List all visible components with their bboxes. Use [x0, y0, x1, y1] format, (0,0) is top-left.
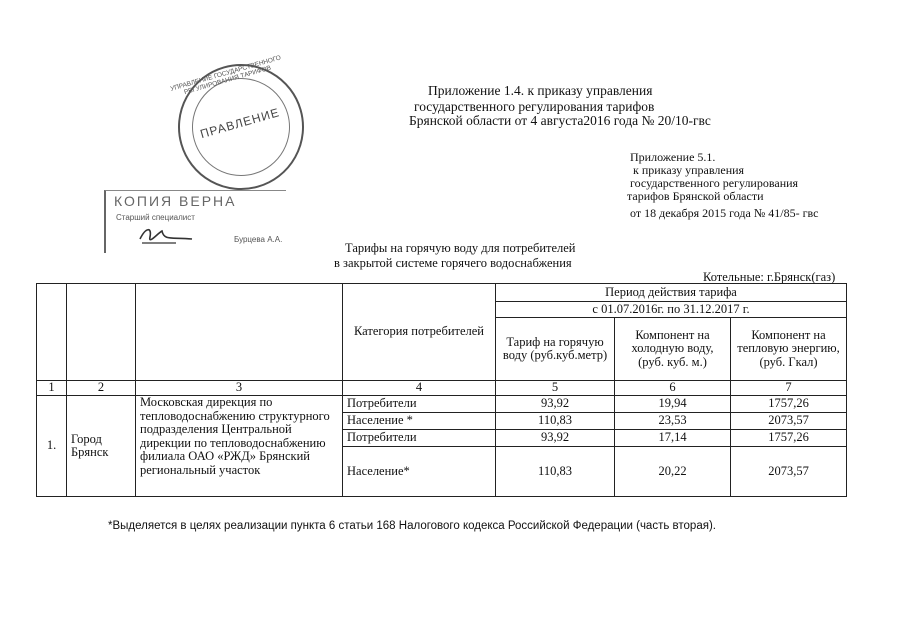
copy-stamp: [104, 190, 286, 253]
column-number-row: [37, 381, 847, 396]
column-number: 6: [615, 381, 731, 396]
copy-stamp-title: КОПИЯ ВЕРНА: [114, 193, 237, 209]
organization-cell: Московская дирекция по тепловодоснабжению структурного подразделения Центральной дирекции по тепловодоснабжению филиала ОАО «РЖД» Брянский региональный участок: [136, 396, 343, 497]
category-cell: Население*: [343, 447, 496, 497]
header-line-3: Брянской области от 4 августа2016 года № 20/10-гвс: [409, 113, 711, 128]
cold-water-cell: 17,14: [615, 430, 731, 447]
category-cell: Потребители: [343, 396, 496, 413]
header-empty-cell: [67, 284, 136, 381]
subheader-line-3: государственного регулирования: [630, 176, 799, 190]
category-header: Категория потребителей: [343, 284, 496, 381]
title-line-1: Тарифы на горячую воду для потребителей: [345, 241, 576, 255]
footnote: *Выделяется в целях реализации пункта 6 статьи 168 Налогового кодекса Российской Федерации (часть вторая).: [108, 520, 716, 532]
official-seal: [163, 49, 319, 205]
heat-energy-cell: 1757,26: [731, 396, 847, 413]
table-header-row-1: [37, 284, 847, 302]
header-empty-cell: [136, 284, 343, 381]
row-number: 1.: [37, 396, 67, 497]
header-line-2: государственного регулирования тарифов: [414, 99, 655, 114]
period-header: Период действия тарифа: [496, 284, 847, 302]
cold-water-col-header: Компонент на холодную воду, (руб. куб. м.): [615, 318, 731, 381]
category-cell: Потребители: [343, 430, 496, 447]
column-number: 7: [731, 381, 847, 396]
column-number: 5: [496, 381, 615, 396]
signature-icon: [136, 223, 196, 247]
seal-center-text: ПРАВЛЕНИЕ: [198, 105, 282, 142]
tariff-col-header: Тариф на горячую воду (руб.куб.метр): [496, 318, 615, 381]
column-number: 3: [136, 381, 343, 396]
subheader-line-5: от 18 декабря 2015 года № 41/85- гвс: [630, 206, 819, 220]
category-cell: Население *: [343, 413, 496, 430]
tariff-table: [36, 283, 847, 497]
tariff-cell: 110,83: [496, 413, 615, 430]
column-number: 2: [67, 381, 136, 396]
heat-energy-cell: 1757,26: [731, 430, 847, 447]
seal-ring-text: УПРАВЛЕНИЕ ГОСУДАРСТВЕННОГО РЕГУЛИРОВАНИЯ ТАРИФОВ: [169, 54, 282, 97]
copy-stamp-role: Старший специалист: [116, 213, 195, 222]
heat-energy-cell: 2073,57: [731, 447, 847, 497]
heat-energy-col-header: Компонент на тепловую энергию, (руб. Гкал): [731, 318, 847, 381]
boiler-label: Котельные: г.Брянск(газ): [703, 270, 836, 284]
tariff-cell: 93,92: [496, 396, 615, 413]
subheader-line-1: Приложение 5.1.: [630, 150, 716, 164]
cold-water-cell: 23,53: [615, 413, 731, 430]
subheader-line-2: к приказу управления: [633, 163, 745, 177]
header-line-1: Приложение 1.4. к приказу управления: [428, 83, 653, 98]
subheader-line-4: тарифов Брянской области: [627, 189, 764, 203]
cold-water-cell: 19,94: [615, 396, 731, 413]
tariff-cell: 110,83: [496, 447, 615, 497]
cold-water-cell: 20,22: [615, 447, 731, 497]
column-number: 4: [343, 381, 496, 396]
tariff-cell: 93,92: [496, 430, 615, 447]
title-line-2: в закрытой системе горячего водоснабжения: [334, 256, 572, 270]
column-number: 1: [37, 381, 67, 396]
header-empty-cell: [37, 284, 67, 381]
period-range: с 01.07.2016г. по 31.12.2017 г.: [496, 302, 847, 318]
city-cell: Город Брянск: [67, 396, 136, 497]
table-row: [37, 396, 847, 413]
copy-stamp-name: Бурцева А.А.: [234, 235, 283, 244]
heat-energy-cell: 2073,57: [731, 413, 847, 430]
